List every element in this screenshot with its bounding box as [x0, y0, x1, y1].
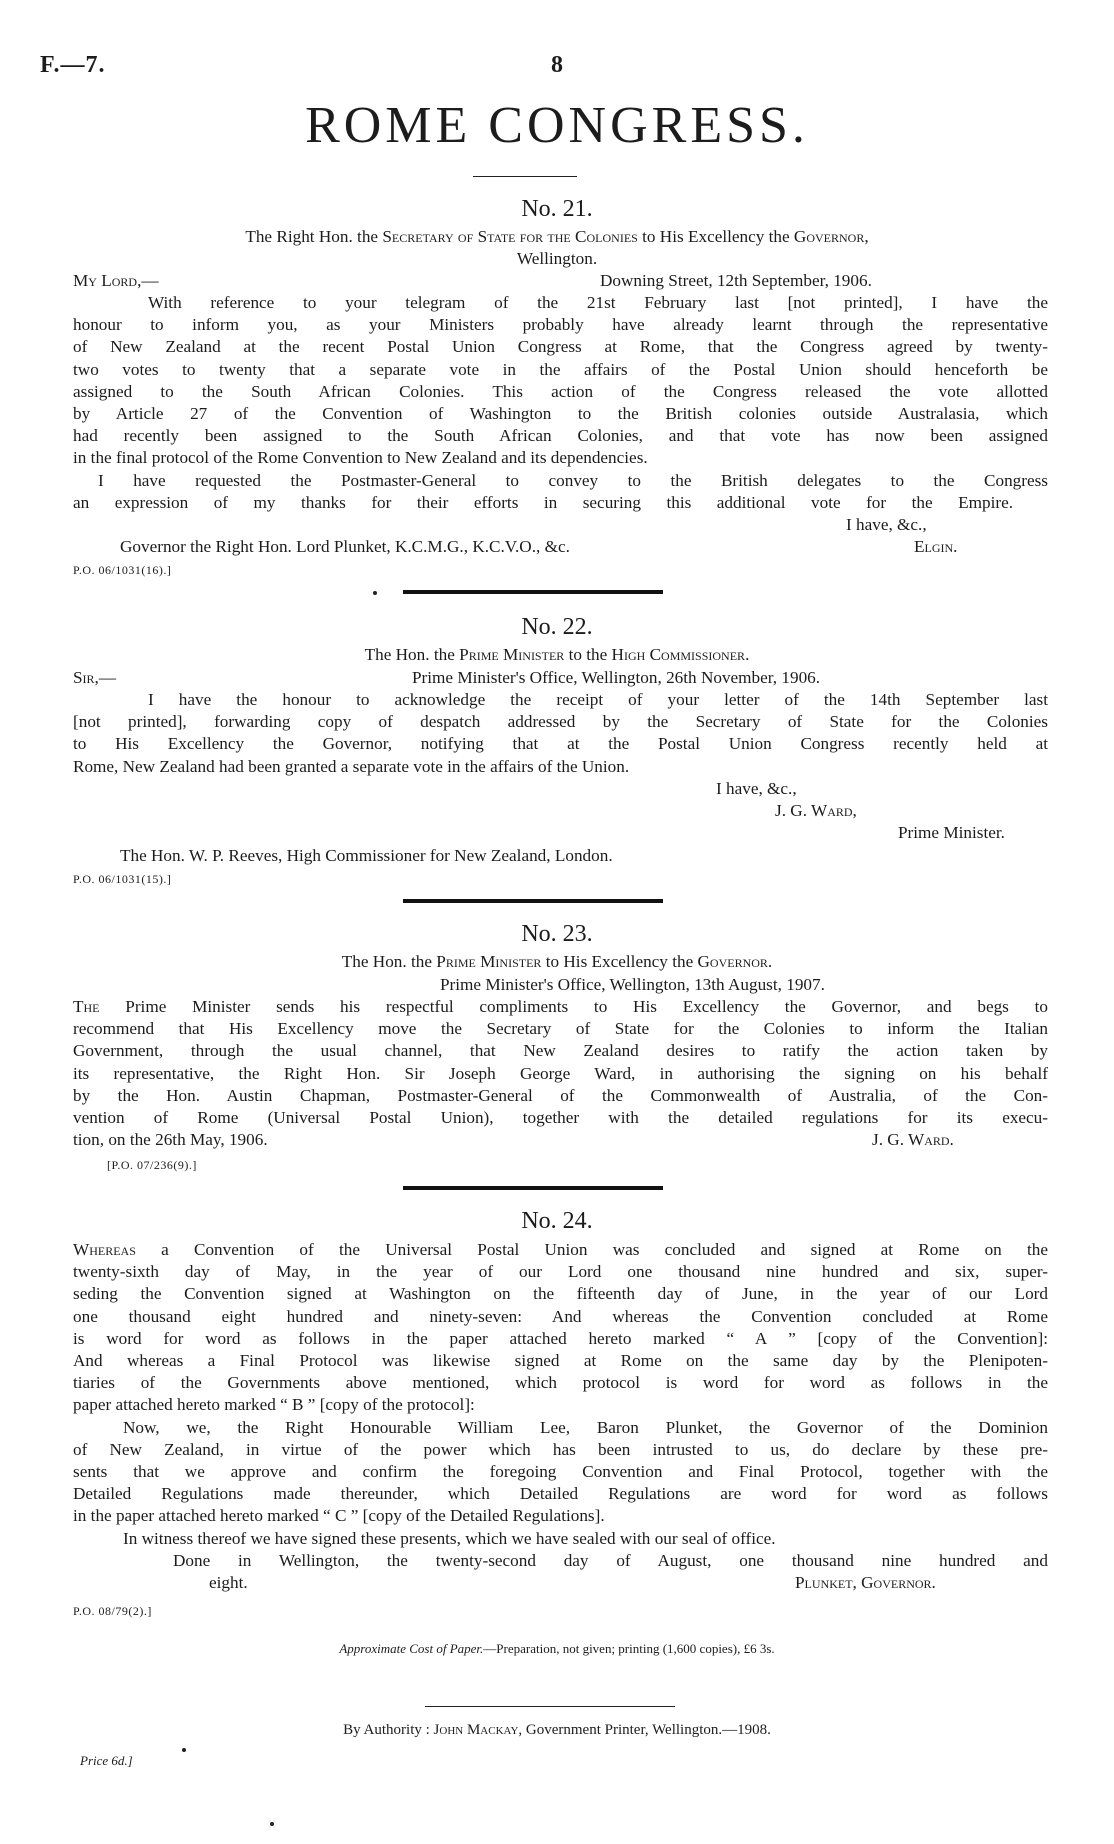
section-number-23: No. 23.	[521, 921, 593, 947]
reference-23: [P.O. 07/236(9).]	[107, 1158, 197, 1172]
body-24: Whereas a Convention of the Universal Postal Union was concluded and signed at Rome on the twenty-sixth day of May, in the year of our Lord one thousand nine hundred and six, super- seding the Convention signed at Washington on the fifteenth day of June, in the year of our Lord one thousand eight hundred and ninety-seven: And whereas the Convention concluded at Rome is word for word as follows in the paper attached hereto marked “ A ” [copy of the Convention]: And whereas a Final Protocol was likewise signed at Rome on the same day by the Plenipoten- tiaries of the Governments above mentioned, which protocol is word for word as follows in the paper attached hereto marked “ B ” [copy of the protocol]: Now, we, the Right Honourable William Lee, Baron Plunket, the Governor of the Dominion of New Zealand, in virtue of the power which has been intrusted to us, do declare by these pre- sents that we approve and confirm the foregoing Convention and Final Protocol, together with the Detailed Regulations made thereunder, which Detailed Regulations are word for word as follows in the paper attached hereto marked “ C ” [copy of the Detailed Regulations]. In witness thereof we have signed these presents, which we have sealed with our seal of office. Done in Wellington, the twenty-second day of August, one thousand nine hundred and eight.	[73, 1240, 1049, 1593]
ink-speck	[270, 1822, 274, 1826]
reference-22: P.O. 06/1031(15).]	[73, 872, 172, 886]
signature-21: Elgin.	[914, 537, 958, 556]
salutation-22: Sir,—	[73, 668, 117, 687]
signature-title-22: Prime Minister.	[898, 823, 1005, 842]
body-22: I have the honour to acknowledge the receipt of your letter of the 14th September last [not printed], forwarding copy of despatch addressed by the Secretary of State for the Colonies to His Excellency the Governor, notifying that at the Postal Union Congress recently held at Rome, New Zealand had been granted a separate vote in the affairs of the Union.	[73, 690, 1048, 776]
printer-imprint: By Authority : John Mackay, Government Printer, Wellington.—1908.	[343, 1722, 771, 1738]
body-23: The Prime Minister sends his respectful compliments to His Excellency the Governor, and begs to recommend that His Excellency move the Secretary of State for the Colonies to inform the Italian Government, through the usual channel, that New Zealand desires to ratify the action taken by its representative, the Right Hon. Sir Joseph George Ward, in authorising the signing on his behalf by the Hon. Austin Chapman, Postmaster-General of the Commonwealth of Australia, of the Con- vention of Rome (Universal Postal Union), together with the detailed regulations for its execu- tion, on the 26th May, 1906.	[73, 997, 1048, 1150]
section-rule	[403, 1186, 663, 1190]
section-rule	[403, 899, 663, 903]
price: Price 6d.]	[80, 1753, 133, 1768]
reference-24: P.O. 08/79(2).]	[73, 1604, 152, 1618]
closing-21: I have, &c.,	[846, 515, 927, 534]
section-number-22: No. 22.	[521, 614, 593, 640]
addressee-21: Governor the Right Hon. Lord Plunket, K.C.M.G., K.C.V.O., &c.	[120, 537, 570, 556]
dateline-23: Prime Minister's Office, Wellington, 13th August, 1907.	[440, 975, 825, 994]
section-number-24: No. 24.	[521, 1208, 593, 1234]
page-title: ROME CONGRESS.	[305, 97, 809, 154]
ink-speck	[182, 1748, 186, 1752]
heading-21: The Right Hon. the Secretary of State for the Colonies to His Excellency the Governor,	[245, 227, 869, 246]
cost-of-paper: Approximate Cost of Paper.—Preparation, not given; printing (1,600 copies), £6 3s.	[339, 1641, 775, 1656]
closing-22: I have, &c.,	[716, 779, 797, 798]
addressee-22: The Hon. W. P. Reeves, High Commissioner for New Zealand, London.	[120, 846, 613, 865]
signature-24: Plunket, Governor.	[795, 1573, 936, 1592]
salutation-21: My Lord,—	[73, 271, 159, 290]
signature-23: J. G. Ward.	[872, 1130, 954, 1149]
heading-23: The Hon. the Prime Minister to His Excellency the Governor.	[341, 952, 773, 971]
signature-22: J. G. Ward,	[775, 801, 857, 820]
dateline-22: Prime Minister's Office, Wellington, 26th November, 1906.	[412, 668, 821, 687]
paper-code: F.—7.	[40, 52, 106, 78]
footer-rule	[425, 1706, 675, 1707]
page-number: 8	[551, 52, 563, 78]
dateline-21: Downing Street, 12th September, 1906.	[600, 271, 872, 290]
heading-21-line2: Wellington.	[516, 249, 598, 268]
heading-22: The Hon. the Prime Minister to the High Commissioner.	[364, 645, 750, 664]
ink-speck	[373, 591, 377, 595]
body-21: With reference to your telegram of the 21st February last [not printed], I have the honour to inform you, as your Ministers probably have already learnt through the representative of New Zealand at the recent Postal Union Congress at Rome, that the Congress agreed by twenty- two votes to twenty that a separate vote in the affairs of the Postal Union should henceforth be assigned to the South African Colonies. This action of the Congress released the vote allotted by Article 27 of the Convention of Washington to the British colonies outside Australasia, which had recently been assigned to the South African Colonies, and that vote has now been assigned in the final protocol of the Rome Convention to New Zealand and its dependencies. I have requested the Postmaster-General to convey to the British delegates to the Congress an expression of my thanks for their efforts in securing this additional vote for the Empire.	[73, 293, 1048, 512]
title-rule	[473, 176, 577, 177]
reference-21: P.O. 06/1031(16).]	[73, 563, 172, 577]
section-number-21: No. 21.	[521, 196, 593, 222]
section-rule	[403, 590, 663, 594]
